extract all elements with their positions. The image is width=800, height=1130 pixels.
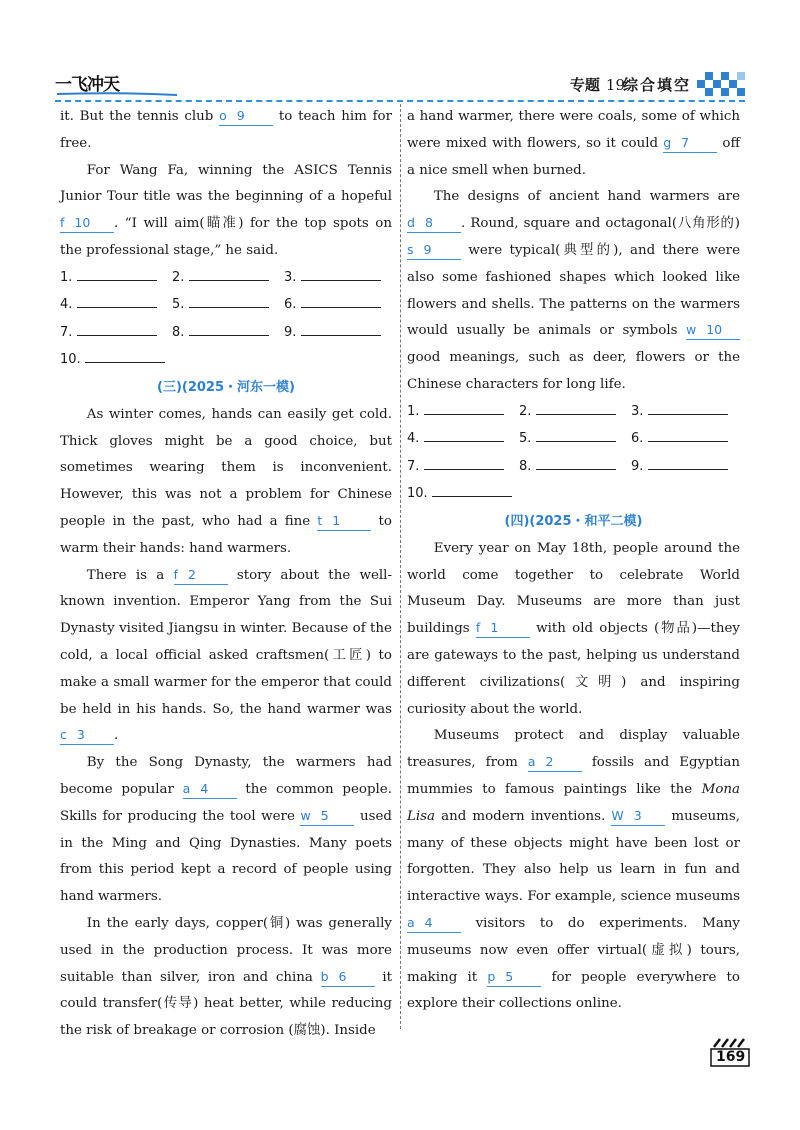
text-run: visitors to do experiments. Many museums now even offer virtual(虚拟) tours, making it	[407, 915, 740, 985]
paragraph	[60, 911, 392, 1045]
fill-in-blank[interactable]	[686, 321, 740, 340]
text-run: to warm their hands: hand warmers.	[60, 513, 392, 556]
fill-in-blank[interactable]	[183, 780, 237, 799]
answer-item	[407, 426, 519, 453]
column-divider	[400, 104, 401, 1029]
blank-hint-letter: c	[60, 727, 67, 743]
answer-item	[284, 292, 396, 319]
text-run: and modern inventions.	[435, 808, 612, 824]
blank-hint-letter: f	[173, 566, 178, 582]
blank-number: 3	[76, 727, 85, 743]
fill-in-blank[interactable]	[528, 753, 582, 772]
section-title: (四)(2025・和平二模)	[504, 513, 643, 529]
answer-label: 7.	[407, 458, 420, 474]
answer-label: 10.	[407, 486, 428, 502]
text-run: with old objects (物品)—they are gateways to the past, helping us understand different civilizations(文明) and inspiring curiosity about the world.	[407, 621, 740, 717]
answer-grid	[60, 265, 392, 374]
answer-label: 6.	[631, 431, 644, 447]
checker-blocks-icon	[697, 72, 745, 100]
answer-line[interactable]	[536, 455, 616, 470]
blank-hint-letter: w	[300, 807, 311, 823]
text-run: to teach him for free.	[60, 109, 392, 151]
text-run: By the Song Dynasty, the warmers had become popular	[60, 755, 392, 797]
answer-item	[60, 292, 172, 319]
paragraph	[60, 402, 392, 563]
text-run: fossils and Egyptian mummies to famous paintings like the	[407, 755, 740, 797]
left-column	[60, 104, 392, 1045]
italic-title: Mona Lisa	[407, 781, 740, 824]
blank-number: 1	[490, 620, 499, 636]
blank-hint-letter: W	[611, 807, 624, 823]
paragraph	[60, 104, 392, 158]
fill-in-blank[interactable]	[611, 807, 665, 826]
answer-label: 1.	[60, 269, 73, 285]
text-run: Every year on May 18th, people around the world come together to celebrate World Museum Day. Museums are more than just buildings	[407, 540, 740, 637]
blank-hint-letter: d	[407, 215, 415, 231]
answer-item	[172, 265, 284, 292]
answer-item	[60, 347, 172, 374]
answer-label: 2.	[172, 269, 185, 285]
blank-hint-letter: b	[320, 968, 329, 984]
blank-hint-letter: g	[663, 134, 672, 150]
fill-in-blank[interactable]	[60, 214, 114, 233]
blank-hint-letter: o	[219, 108, 227, 123]
blank-number: 5	[320, 807, 329, 823]
text-run: There is a	[86, 567, 174, 583]
answer-item	[631, 426, 743, 453]
right-column	[407, 104, 740, 1018]
blank-number: 10	[74, 215, 91, 231]
answer-grid	[407, 399, 740, 508]
header-divider	[55, 100, 745, 102]
text-run: Museums protect and display valuable treasures, from	[407, 728, 740, 771]
answer-label: 9.	[631, 458, 644, 474]
answer-line[interactable]	[189, 293, 269, 308]
answer-line[interactable]	[424, 427, 504, 442]
page-number: 169	[716, 1049, 746, 1065]
text-run: were typical(典型的), and there were also some fashioned shapes which looked like flowers and shells. The patterns on the warmers would usually be animals or symbols	[407, 242, 740, 339]
answer-line[interactable]	[301, 293, 381, 308]
answer-item	[172, 292, 284, 319]
blank-hint-letter: w	[686, 322, 697, 338]
answer-label: 10.	[60, 352, 81, 368]
text-run: it could transfer(传导) heat better, while reducing the risk of breakage or corrosion (腐蚀). Inside	[60, 969, 393, 1039]
text-run: the common people. Skills for producing the tool were	[60, 781, 392, 824]
text-run: For Wang Fa, winning the ASICS Tennis Junior Tour title was the beginning of a hopeful	[60, 162, 392, 205]
fill-in-blank[interactable]	[300, 807, 354, 826]
answer-label: 8.	[519, 458, 532, 474]
blank-hint-letter: f	[60, 215, 65, 231]
brand-logo: 一飞冲天	[55, 75, 119, 95]
text-run: The designs of ancient hand warmers are	[433, 189, 740, 205]
answer-line[interactable]	[85, 348, 165, 363]
brand-swoosh-icon	[57, 92, 177, 96]
answer-line[interactable]	[424, 400, 504, 415]
answer-line[interactable]	[536, 400, 616, 415]
paragraph	[407, 536, 740, 724]
answer-label: 1.	[407, 403, 420, 419]
paragraph	[60, 750, 392, 911]
fill-in-blank[interactable]	[663, 134, 717, 153]
text-run: good meanings, such as deer, flowers or the Chinese characters for long life.	[407, 350, 740, 392]
answer-line[interactable]	[77, 293, 157, 308]
text-run: it. But the tennis club	[60, 109, 220, 124]
answer-line[interactable]	[301, 321, 381, 336]
blank-number: 7	[681, 134, 690, 150]
blank-number: 6	[338, 968, 347, 984]
answer-line[interactable]	[648, 455, 728, 470]
text-run: story about the well-known invention. Emperor Yang from the Sui Dynasty visited Jiangsu in winter. Because of the cold, a local official asked craftsmen(工匠) to make a small warmer for the emperor that could be held in his hands. So, the hand warmer was	[60, 567, 392, 717]
answer-label: 8.	[172, 324, 185, 340]
page-number-badge	[708, 1037, 752, 1067]
blank-hint-letter: a	[527, 754, 536, 770]
answer-line[interactable]	[301, 266, 381, 281]
answer-item	[519, 454, 631, 481]
answer-item	[631, 399, 743, 426]
fill-in-blank[interactable]	[476, 619, 530, 638]
answer-item	[60, 320, 172, 347]
answer-line[interactable]	[77, 266, 157, 281]
answer-line[interactable]	[189, 266, 269, 281]
topic-label: 专题 19	[569, 76, 625, 94]
answer-item	[172, 320, 284, 347]
text-run: In the early days, copper(铜) was generally used in the production process. It was more suitable than silver, iron and china	[60, 915, 392, 985]
text-run: used in the Ming and Qing Dynasties. Many poets from this period kept a record of people using hand warmers.	[60, 808, 393, 905]
blank-number: 3	[633, 807, 642, 823]
answer-line[interactable]	[77, 321, 157, 336]
answer-label: 3.	[284, 269, 297, 285]
answer-line[interactable]	[536, 427, 616, 442]
fill-in-blank[interactable]	[317, 512, 371, 531]
blank-number: 4	[200, 780, 209, 796]
answer-label: 4.	[407, 431, 420, 447]
text-run: . “I will aim(瞄准) for the top spots on the professional stage,” he said.	[60, 216, 392, 258]
paragraph	[60, 158, 392, 265]
answer-line[interactable]	[424, 455, 504, 470]
paragraph	[407, 723, 740, 1018]
answer-line[interactable]	[189, 321, 269, 336]
answer-label: 3.	[631, 403, 644, 419]
answer-item	[284, 265, 396, 292]
fill-in-blank[interactable]	[487, 968, 541, 987]
blank-number: 1	[332, 512, 341, 528]
answer-label: 7.	[60, 324, 73, 340]
fill-in-blank[interactable]	[407, 214, 461, 233]
answer-line[interactable]	[432, 482, 512, 497]
answer-label: 2.	[519, 403, 532, 419]
blank-number: 9	[236, 108, 245, 123]
answer-line[interactable]	[648, 400, 728, 415]
blank-number: 2	[545, 754, 554, 770]
blank-hint-letter: s	[407, 241, 414, 257]
answer-item	[631, 454, 743, 481]
fill-in-blank[interactable]	[407, 914, 461, 933]
blank-number: 4	[424, 914, 433, 930]
answer-item	[519, 399, 631, 426]
answer-item	[284, 320, 396, 347]
section-title: (三)(2025・河东一模)	[157, 379, 295, 395]
answer-item	[407, 399, 519, 426]
blank-hint-letter: p	[487, 968, 496, 984]
answer-item	[519, 426, 631, 453]
blank-number: 2	[187, 566, 196, 582]
answer-label: 5.	[519, 431, 532, 447]
text-run: a hand warmer, there were coals, some of which were mixed with flowers, so it could	[407, 109, 740, 151]
fill-in-blank[interactable]	[219, 107, 273, 126]
paragraph	[407, 104, 740, 184]
text-run: . Round, square and octagonal(八角形的)	[461, 216, 740, 232]
text-run: .	[114, 728, 119, 744]
blank-hint-letter: f	[475, 620, 481, 636]
fill-in-blank[interactable]	[407, 241, 461, 260]
answer-label: 5.	[172, 297, 185, 313]
blank-number: 5	[505, 968, 514, 984]
text-run: off a nice smell when burned.	[407, 135, 740, 178]
blank-number: 9	[423, 241, 432, 257]
answer-item	[407, 454, 519, 481]
blank-hint-letter: a	[407, 914, 415, 930]
paragraph	[407, 184, 740, 398]
answer-line[interactable]	[648, 427, 728, 442]
paragraph	[60, 563, 392, 751]
answer-label: 6.	[284, 297, 297, 313]
fill-in-blank[interactable]	[60, 726, 114, 745]
blank-number: 10	[706, 322, 723, 338]
answer-item	[407, 481, 519, 508]
blank-hint-letter: a	[182, 780, 191, 796]
answer-item	[60, 265, 172, 292]
text-run: As winter comes, hands can easily get cold. Thick gloves might be a good choice, but sometimes wearing them is inconvenient. However, this was not a problem for Chinese people in the past, who had a fine	[60, 406, 392, 529]
fill-in-blank[interactable]	[174, 566, 228, 585]
topic-title: 综合填空	[622, 76, 691, 94]
blank-hint-letter: t	[317, 512, 323, 528]
blank-number: 8	[424, 215, 433, 231]
answer-label: 9.	[284, 324, 297, 340]
fill-in-blank[interactable]	[321, 968, 375, 987]
text-run: for people everywhere to explore their collections online.	[407, 969, 740, 1012]
text-run: museums, many of these objects might have been lost or forgotten. They also help us learn in fun and interactive ways. For example, science museums	[407, 808, 740, 905]
answer-label: 4.	[60, 297, 73, 313]
